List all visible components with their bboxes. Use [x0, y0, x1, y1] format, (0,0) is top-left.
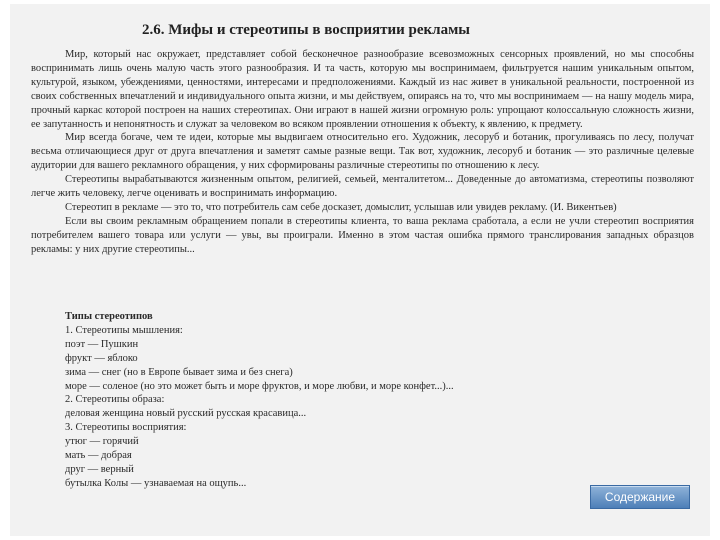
- list-item: деловая женщина новый русский русская красавица...: [65, 408, 307, 420]
- contents-button[interactable]: Содержание: [590, 485, 690, 509]
- list-item: бутылка Колы — узнаваемая на ощупь...: [65, 477, 247, 489]
- list-item: 2. Стереотипы образа:: [65, 394, 165, 406]
- list-item: друг — верный: [65, 463, 134, 475]
- paragraph: Если вы своим рекламным обращением попали в стереотипы клиента, то ваша реклама сработала, а если не учли стереотип восприятия потребителем вашего товара или услуги — увы, вы проиграли. Именно в этом частая ошибка прямого транслирования западных образцов рекламы: у них другие стереотипы...: [31, 215, 694, 255]
- list-item: 1. Стереотипы мышления:: [65, 324, 183, 336]
- list-item: фрукт — яблоко: [65, 352, 138, 364]
- list-item: 3. Стереотипы восприятия:: [65, 422, 187, 434]
- body-text: [31, 48, 694, 257]
- list-heading: Типы стереотипов: [65, 311, 153, 322]
- paragraph: Мир всегда богаче, чем те идеи, которые мы выдвигаем относительно его. Художник, лесоруб и ботаник, прогуливаясь по лесу, получат весьма отличающиеся друг от друга впечатления и заметят самые разные вещи. Так вот, художник, лесоруб и ботаник — это различные целевые аудитории для вашего рекламного обращения, у них сформированы различные стереотипы по отношению к лесу.: [31, 132, 694, 172]
- stereotype-list: [65, 310, 565, 491]
- list-item: море — соленое (но это может быть и море фруктов, и море любви, и море конфет...)...: [65, 380, 454, 392]
- list-item: поэт — Пушкин: [65, 338, 139, 350]
- list-item: зима — снег (но в Европе бывает зима и без снега): [65, 366, 293, 378]
- paragraph: Стереотип в рекламе — это то, что потребитель сам себе досказет, домыслит, услышав или увидев рекламу. (И. Викентьев): [65, 201, 617, 213]
- paragraph: Мир, который нас окружает, представляет собой бесконечное разнообразие всевозможных сенсорных проявлений, но мы способны воспринимать лишь очень малую часть этого разнообразия. И та часть, которую мы воспринимаем, фильтруется нашим уникальным опытом, культурой, языком, убеждениями, ценностями, интересами и предположениями. Каждый из нас живет в уникальной реальности, построенной из своих собственных впечатлений и индивидуального опыта жизни, и мы действуем, опираясь на то, что мы воспринимаем — на нашу модель мира, прочный каркас которой построен на наших стереотипах. Они играют в нашей жизни огромную роль: упрощают колоссальную сложность жизни, ее запутанность и непонятность и служат за человеком во всяком проявлении отношения к объекту, к явлению, к предмету.: [31, 49, 694, 130]
- slide-page: [10, 4, 710, 536]
- list-item: утюг — горячий: [65, 436, 139, 448]
- paragraph: Стереотипы вырабатываются жизненным опытом, религией, семьей, менталитетом... Доведенные до автоматизма, стереотипы позволяют легче жить человеку, легче оценивать и воспринимать информацию.: [31, 174, 694, 200]
- list-item: мать — добрая: [65, 450, 132, 462]
- page-title: 2.6. Мифы и стереотипы в восприятии рекламы: [142, 22, 471, 38]
